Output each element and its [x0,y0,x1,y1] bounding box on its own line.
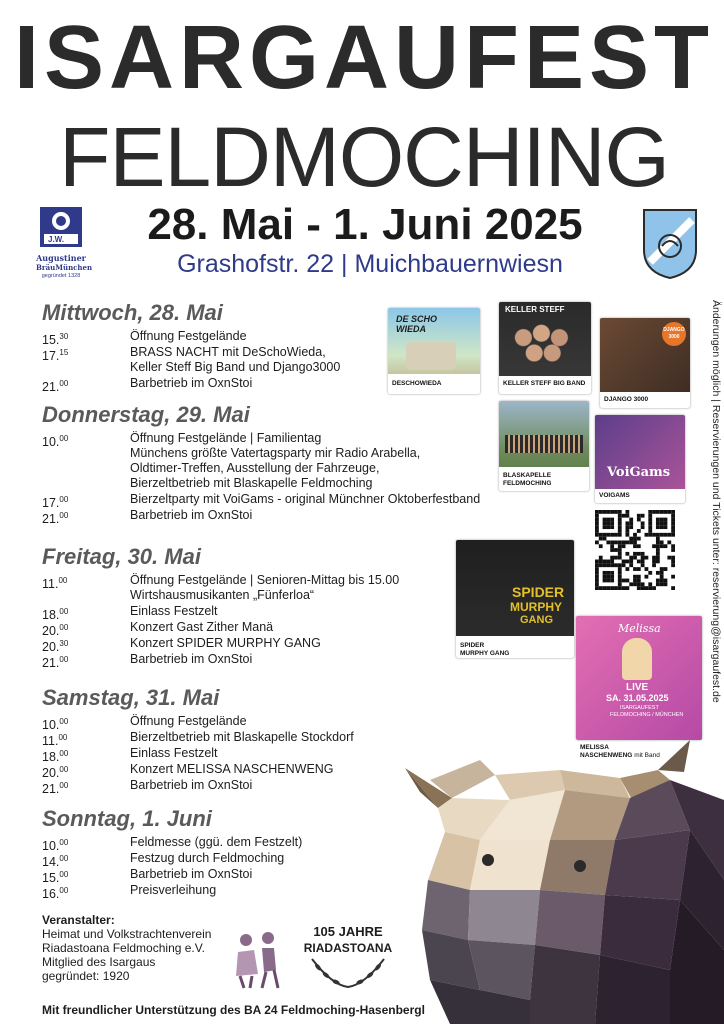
organizer-label: Veranstalter: [42,913,115,927]
event-hour: 21. [42,380,60,394]
event-minutes: 00 [59,886,69,895]
schedule-row [42,508,252,527]
melissa-script: Melissa [618,622,661,635]
schedule-row [42,652,252,671]
event-line: Münchens größte Vatertagsparty mir Radio Arabella, [130,446,421,460]
event-hour: 20. [42,640,60,654]
event-text [130,867,252,882]
organizer-line-2: Riadastoana Feldmoching e.V. [42,941,205,955]
event-minutes: 00 [59,765,69,774]
event-hour: 17. [42,496,60,510]
event-text [130,573,399,603]
event-hour: 15. [42,333,60,347]
event-line: Bierzeltbetrieb mit Blaskapelle Feldmoching [130,476,373,490]
event-text [130,835,302,850]
event-line: Feldmesse (ggü. dem Festzelt) [130,835,303,849]
event-minutes: 00 [59,717,69,726]
organizer-line-1: Heimat und Volkstrachtenverein [42,927,212,941]
caption-blaskapelle-2: FELDMOCHING [503,480,552,487]
melissa-live: LIVE [626,682,649,693]
event-line: Keller Steff Big Band und Django3000 [130,360,341,374]
ox-illustration [390,720,724,1024]
band-crowd [505,435,583,453]
event-line: Einlass Festzelt [130,604,218,618]
event-hour: 11. [42,734,59,748]
event-hour: 20. [42,766,60,780]
keller-header: KELLER STEFF [505,305,565,314]
qr-code-icon [595,510,675,590]
caption-django3000: DJANGO 3000 [604,396,649,403]
caption-spider-2: MURPHY GANG [460,650,510,657]
event-line: Barbetrieb im OxnStoi [130,867,253,881]
event-line: Barbetrieb im OxnStoi [130,508,253,522]
side-note-text: Änderungen möglich | Reservierungen und Tickets unter: reservierung@isargaufest.de [710,300,722,703]
deschowieda-logo: DE SCHO WIEDA [396,314,438,334]
event-line: Preisverleihung [130,883,217,897]
event-minutes: 00 [59,495,69,504]
event-time [42,345,130,364]
event-time [42,508,130,527]
event-line: Barbetrieb im OxnStoi [130,652,253,666]
schedule-row [42,345,340,375]
crest-icon [640,206,700,282]
django-badge: DJANGO 3000 [662,322,686,346]
augustiner-name: Augustiner [36,253,86,263]
event-hour: 21. [42,656,60,670]
event-line: Öffnung Festgelände | Familientag [130,431,322,445]
event-line: Bierzeltbetrieb mit Blaskapelle Stockdorf [130,730,354,744]
schedule-row [42,778,252,797]
melissa-date: SA. 31.05.2025 [606,693,669,703]
event-line: Öffnung Festgelände [130,714,247,728]
event-line: Konzert Gast Zither Manä [130,620,274,634]
event-minutes: 00 [59,434,69,443]
singer-shape [622,638,652,680]
dancers-icon [228,930,286,990]
augustiner-monogram: J.W. [48,235,65,244]
event-text [130,508,252,523]
event-text [130,345,340,375]
day-heading: Mittwoch, 28. Mai [42,300,223,325]
event-minutes: 00 [58,576,68,585]
event-line: Oldtimer-Treffen, Ausstellung der Fahrzeuge, [130,461,380,475]
caption-spider-1: SPIDER [460,642,485,649]
event-hour: 16. [42,887,60,901]
spider-logo-1: SPIDER [512,584,565,600]
event-time [42,573,130,592]
photo-spider-murphy [456,540,574,658]
event-text [130,329,247,344]
event-minutes: 00 [59,607,69,616]
event-text [130,620,273,635]
caption-deschowieda: DESCHOWIEDA [392,380,442,387]
side-note [706,300,722,770]
event-hour: 20. [42,624,60,638]
event-minutes: 15 [59,348,69,357]
event-text [130,636,321,651]
festival-location-title: FELDMOCHING [59,110,669,204]
event-minutes: 00 [59,781,69,790]
event-text [130,730,354,745]
event-time [42,778,130,797]
schedule-row [42,573,399,603]
augustiner-logo [36,205,93,283]
event-text [130,762,334,777]
augustiner-brewery: BräuMünchen [36,263,93,272]
schedule-row [42,431,420,491]
caption-melissa-suffix: mit Band [634,752,660,759]
event-minutes: 00 [59,511,69,520]
event-line: Bierzeltparty mit VoiGams - original Münchner Oktoberfestband [130,492,481,506]
spider-logo-3: GANG [520,614,553,626]
event-line: Barbetrieb im OxnStoi [130,778,253,792]
day-heading: Freitag, 30. Mai [42,544,201,569]
event-text [130,431,420,491]
schedule-row [42,883,216,902]
anniversary-badge [292,924,404,992]
event-text [130,883,216,898]
event-time [42,431,130,450]
organizer-line-4: gegründet: 1920 [42,969,130,983]
voigams-logo: VoiGams [607,465,671,480]
event-hour: 10. [42,718,60,732]
event-text [130,778,252,793]
band-faces [509,320,581,364]
day-heading: Donnerstag, 29. Mai [42,402,250,427]
event-hour: 21. [42,512,60,526]
event-time [42,883,130,902]
event-text [130,652,252,667]
spider-logo-2: MURPHY [510,600,563,614]
event-minutes: 00 [59,749,69,758]
event-line: Barbetrieb im OxnStoi [130,376,253,390]
event-line: Öffnung Festgelände [130,329,247,343]
photo-django3000 [600,318,690,408]
event-hour: 11. [42,577,59,591]
augustiner-founded: gegründet 1328 [41,273,81,279]
caption-keller-steff: KELLER STEFF BIG BAND [503,380,586,387]
isargau-crest [640,206,700,282]
event-text [130,492,480,507]
festival-address: Grashofstr. 22 | Muichbauernwiesn [177,250,563,278]
organizer-block [42,913,242,983]
event-line: Wirtshausmusikanten „Fünferloa“ [130,588,315,602]
photo-voigams [595,415,685,503]
melissa-sub1: ISARGAUFEST [620,705,659,711]
event-line: Festzug durch Feldmoching [130,851,285,865]
event-hour: 18. [42,750,60,764]
event-hour: 15. [42,871,60,885]
event-hour: 17. [42,349,60,363]
event-line: Einlass Festzelt [130,746,218,760]
event-minutes: 00 [59,655,69,664]
event-hour: 10. [42,839,60,853]
event-text [130,746,218,761]
event-minutes: 30 [59,639,69,648]
event-time [42,376,130,395]
event-minutes: 00 [59,623,69,632]
day-heading: Samstag, 31. Mai [42,685,220,710]
event-minutes: 00 [58,733,68,742]
event-line: Konzert MELISSA NASCHENWENG [130,762,334,776]
event-minutes: 00 [59,838,69,847]
festival-dates: 28. Mai - 1. Juni 2025 [147,200,583,249]
caption-melissa-name: NASCHENWENG [580,752,633,759]
event-minutes: 00 [59,854,69,863]
festival-title: ISARGAUFEST [14,8,715,108]
organizer-line-3: Mitglied des Isargaus [42,955,156,969]
event-minutes: 30 [59,332,69,341]
caption-melissa-1: MELISSA [580,744,609,751]
schedule-row [42,376,252,395]
qr-code[interactable] [595,510,675,590]
event-line: Öffnung Festgelände | Senioren-Mittag bis 15.00 [130,573,400,587]
event-text [130,604,218,619]
event-text [130,376,252,391]
laurel-icon [292,955,404,991]
event-hour: 10. [42,435,60,449]
event-hour: 14. [42,855,60,869]
event-hour: 18. [42,608,60,622]
event-text [130,714,247,729]
event-text [130,851,284,866]
event-line: Konzert SPIDER MURPHY GANG [130,636,321,650]
melissa-sub2: FELDMOCHING / MÜNCHEN [610,712,684,718]
event-line: BRASS NACHT mit DeSchoWieda, [130,345,326,359]
caption-blaskapelle-1: BLASKAPELLE [503,472,552,479]
caption-voigams: VOIGAMS [599,492,630,499]
anniversary-line-1: 105 JAHRE [313,924,383,939]
event-hour: 21. [42,782,60,796]
van-shape [406,342,456,370]
event-minutes: 00 [59,870,69,879]
event-time [42,652,130,671]
anniversary-line-2: RIADASTOANA [303,941,393,955]
event-minutes: 00 [59,379,69,388]
day-heading: Sonntag, 1. Juni [42,806,212,831]
footer-sponsor: Mit freundlicher Unterstützung des BA 24 Feldmoching-Hasenbergl [42,1003,425,1017]
